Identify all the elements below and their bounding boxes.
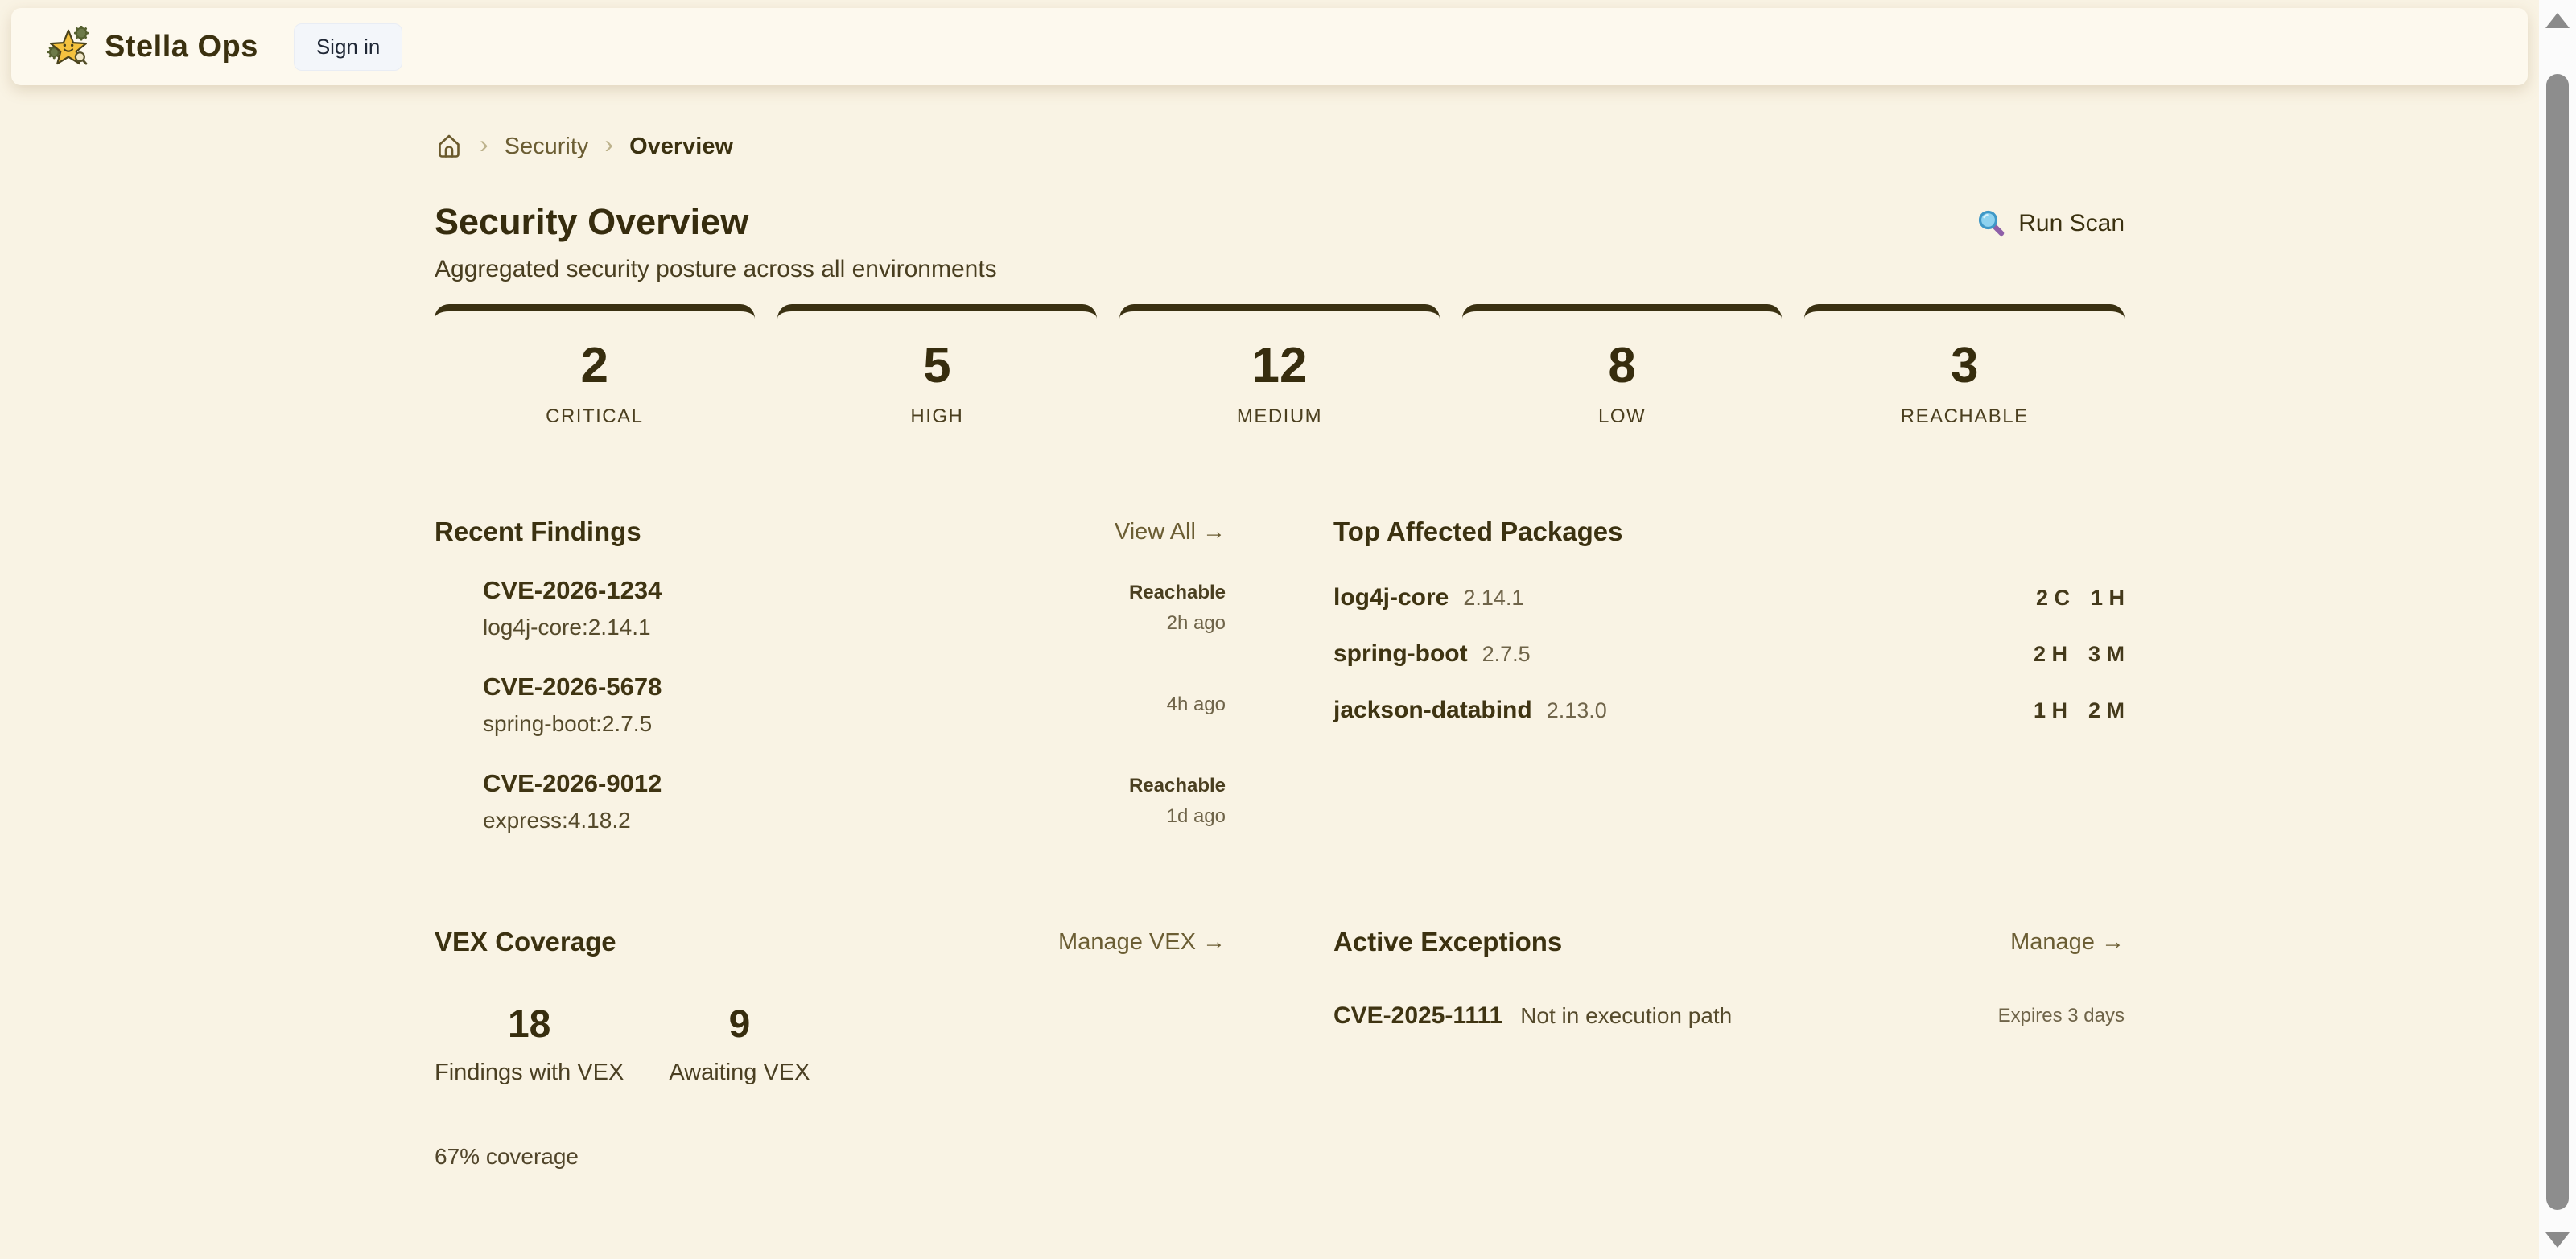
stat-card-critical[interactable] (435, 304, 755, 433)
main-content (435, 0, 2125, 1170)
stat-label: MEDIUM (1236, 405, 1323, 427)
exception-reason: Not in execution path (1520, 1003, 1733, 1028)
severity-cards (435, 304, 2125, 433)
stat-card-high[interactable] (777, 304, 1098, 433)
active-exceptions-section (1333, 927, 2125, 1043)
vex-stat-awaiting (669, 1002, 810, 1086)
stat-label: CRITICAL (546, 405, 644, 427)
package-name: log4j-core (1333, 584, 1449, 611)
breadcrumb-overview: Overview (629, 133, 734, 159)
recent-findings-title: Recent Findings (435, 516, 641, 546)
scroll-down-arrow-icon[interactable] (2545, 1232, 2570, 1248)
scrollbar-thumb[interactable] (2546, 74, 2569, 1210)
vex-stat-value: 9 (728, 1003, 751, 1046)
breadcrumb-security[interactable]: Security (504, 133, 589, 159)
top-affected-title: Top Affected Packages (1333, 516, 1623, 546)
exception-expires: Expires 3 days (1997, 1005, 2125, 1027)
stat-card-reachable[interactable] (1804, 304, 2125, 433)
manage-vex-link[interactable]: Manage VEX → (1058, 928, 1226, 955)
severity-badge: 2 C (2035, 585, 2070, 610)
package-name: spring-boot (1333, 640, 1468, 667)
vex-exceptions-row (435, 927, 2125, 1170)
package-row[interactable] (1333, 626, 2125, 682)
view-all-link[interactable]: View All → (1114, 518, 1226, 545)
active-exceptions-title: Active Exceptions (1333, 927, 1563, 957)
recent-findings-section (435, 516, 1226, 850)
top-affected-section (1333, 516, 2125, 739)
finding-status: Reachable (1128, 582, 1226, 603)
severity-badge: 1 H (2033, 697, 2067, 722)
chevron-right-icon: › (604, 130, 614, 158)
brand[interactable] (47, 26, 258, 68)
home-icon[interactable] (435, 132, 464, 161)
package-row[interactable] (1333, 682, 2125, 739)
run-scan-button[interactable] (1976, 201, 2125, 238)
stat-label: REACHABLE (1900, 405, 2029, 427)
finding-time: 1d ago (1166, 805, 1226, 827)
stat-card-low[interactable] (1462, 304, 1783, 433)
vex-stat-label: Awaiting VEX (669, 1059, 810, 1085)
sign-in-button[interactable]: Sign in (294, 23, 403, 71)
stat-value: 8 (1608, 338, 1636, 393)
vex-coverage-title: VEX Coverage (435, 927, 616, 957)
vex-stat-with-vex (435, 1002, 624, 1086)
star-mascot-icon (47, 26, 90, 68)
severity-badge: 2 H (2033, 641, 2067, 666)
run-scan-label: Run Scan (2018, 210, 2125, 237)
stat-value: 12 (1251, 338, 1308, 393)
finding-cve: CVE-2026-9012 (483, 769, 662, 797)
finding-package: spring-boot:2.7.5 (483, 711, 653, 736)
vex-stat-value: 18 (507, 1003, 551, 1046)
scroll-up-arrow-icon[interactable] (2545, 13, 2570, 28)
brand-name: Stella Ops (105, 29, 258, 64)
finding-row[interactable] (435, 753, 1226, 850)
finding-row[interactable] (435, 656, 1226, 753)
package-version: 2.7.5 (1482, 642, 1531, 666)
vex-coverage-section (435, 927, 1226, 1170)
finding-time: 2h ago (1166, 612, 1226, 634)
page-title: Security Overview (435, 201, 749, 242)
stat-label: HIGH (910, 405, 964, 427)
scrollbar[interactable] (2539, 0, 2576, 1259)
finding-package: express:4.18.2 (483, 808, 631, 833)
chevron-right-icon: › (480, 130, 488, 158)
stat-value: 3 (1950, 338, 1979, 393)
exception-cve: CVE-2025-1111 (1333, 1002, 1503, 1029)
package-version: 2.13.0 (1546, 698, 1607, 722)
severity-badge: 2 M (2088, 697, 2125, 722)
vex-stat-label: Findings with VEX (435, 1059, 624, 1085)
finding-row[interactable] (435, 560, 1226, 656)
stat-label: LOW (1598, 405, 1647, 427)
finding-cve: CVE-2026-1234 (483, 576, 662, 604)
exception-row[interactable] (1333, 990, 2125, 1043)
finding-time: 4h ago (1166, 693, 1226, 715)
finding-status: Reachable (1128, 775, 1226, 796)
package-version: 2.14.1 (1463, 586, 1524, 610)
page-header (435, 201, 2125, 283)
finding-package: log4j-core:2.14.1 (483, 615, 651, 640)
breadcrumb (435, 130, 2125, 163)
magnifier-icon (1976, 209, 2005, 238)
finding-cve: CVE-2026-5678 (483, 673, 662, 701)
findings-packages-row (435, 516, 2125, 850)
vex-coverage-percent: 67% coverage (435, 1144, 579, 1169)
package-name: jackson-databind (1333, 697, 1532, 723)
manage-exceptions-link[interactable]: Manage → (2010, 928, 2125, 955)
top-bar (11, 8, 2528, 85)
severity-badge: 1 H (2090, 585, 2125, 610)
page-subtitle: Aggregated security posture across all environments (435, 256, 997, 282)
stat-value: 2 (580, 338, 609, 393)
stat-value: 5 (923, 338, 951, 393)
severity-badge: 3 M (2088, 641, 2125, 666)
package-row[interactable] (1333, 570, 2125, 626)
stat-card-medium[interactable] (1119, 304, 1440, 433)
